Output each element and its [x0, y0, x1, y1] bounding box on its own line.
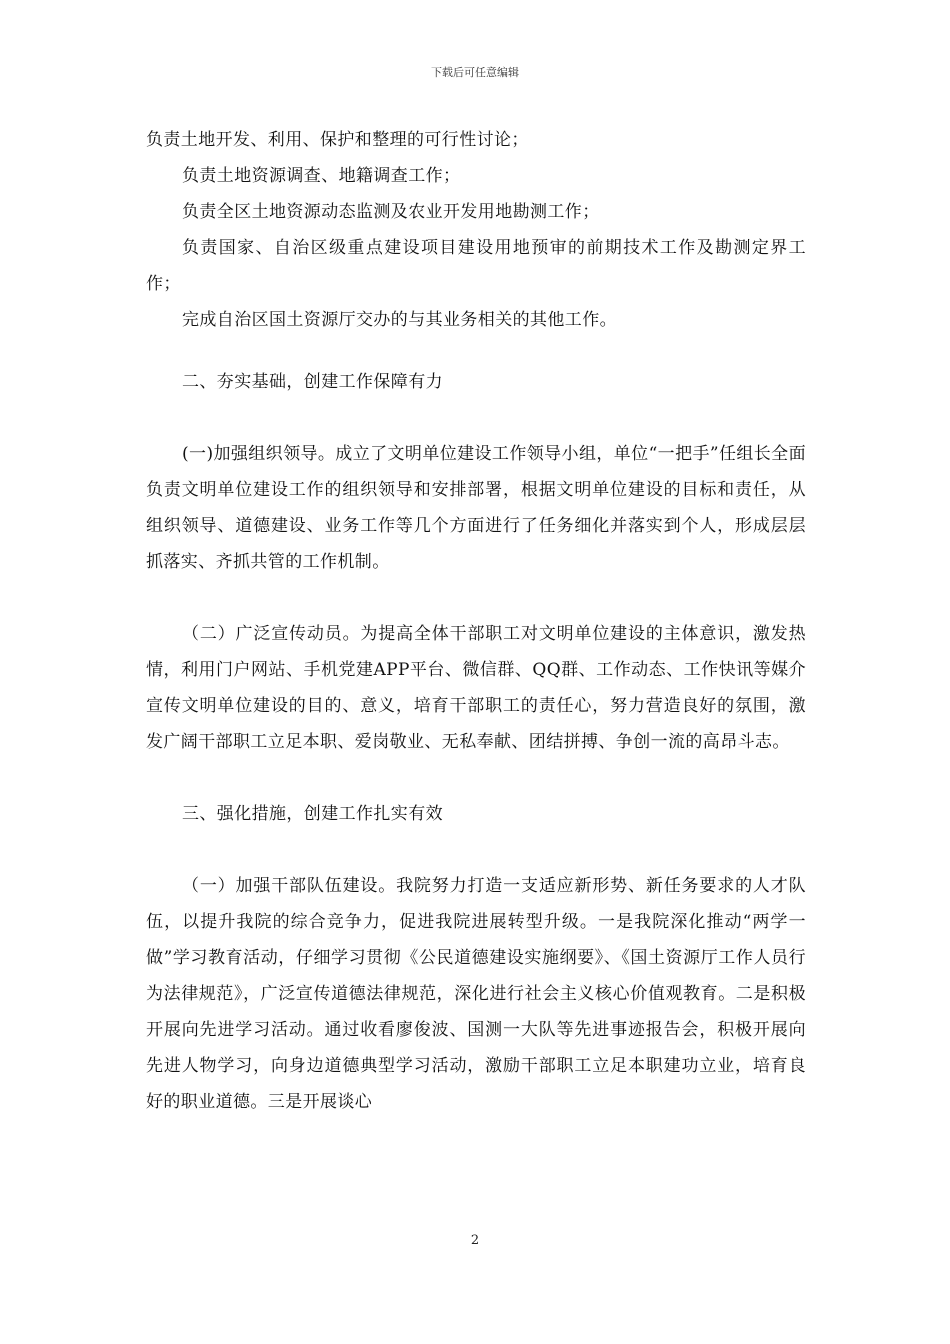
paragraph-team-building: （一）加强干部队伍建设。我院努力打造一支适应新形势、新任务要求的人才队伍，以提升我院的综合竞争力，促进我院进展转型升级。一是我院深化推动“两学一做”学习教育活动，仔细学习贯彻《公民道德建设实施纲要》、《国土资源厅工作人员行为法律规范》，广泛宣传道德法律规范，深化进行社会主义核心价值观教育。二是积极开展向先进学习活动。通过收看廖俊波、国测一大队等先进事迹报告会，积极开展向先进人物学习，向身边道德典型学习活动，激励干部职工立足本职建功立业，培育良好的职业道德。三是开展谈心: [146, 876, 806, 1112]
duty-item-2: 负责土地资源调查、地籍调查工作；: [182, 166, 461, 186]
section-heading-2: 二、夯实基础，创建工作保障有力: [182, 372, 443, 392]
duty-item-5: 完成自治区国土资源厅交办的与其业务相关的其他工作。: [182, 310, 617, 330]
document-body: [146, 122, 806, 1120]
paragraph-publicity: （二）广泛宣传动员。为提高全体干部职工对文明单位建设的主体意识，激发热情，利用门户网站、手机党建APP平台、微信群、QQ群、工作动态、工作快讯等媒介宣传文明单位建设的目的、意义，培育干部职工的责任心，努力营造良好的氛围，激发广阔干部职工立足本职、爱岗敬业、无私奉献、团结拼搏、争创一流的高昂斗志。: [146, 624, 806, 752]
duty-item-4: 负责国家、自治区级重点建设项目建设用地预审的前期技术工作及勘测定界工作；: [146, 238, 806, 294]
duty-item-3: 负责全区土地资源动态监测及农业开发用地勘测工作；: [182, 202, 600, 222]
paragraph-organization: (一)加强组织领导。成立了文明单位建设工作领导小组，单位“一把手”任组长全面负责文明单位建设工作的组织领导和安排部署，根据文明单位建设的目标和责任，从组织领导、道德建设、业务工作等几个方面进行了任务细化并落实到个人，形成层层抓落实、齐抓共管的工作机制。: [146, 444, 806, 572]
page-number: 2: [470, 1233, 480, 1248]
section-heading-3: 三、强化措施，创建工作扎实有效: [182, 804, 443, 824]
duty-item-1: 负责土地开发、利用、保护和整理的可行性讨论；: [146, 130, 529, 150]
page-header: 下载后可任意编辑: [431, 66, 519, 79]
